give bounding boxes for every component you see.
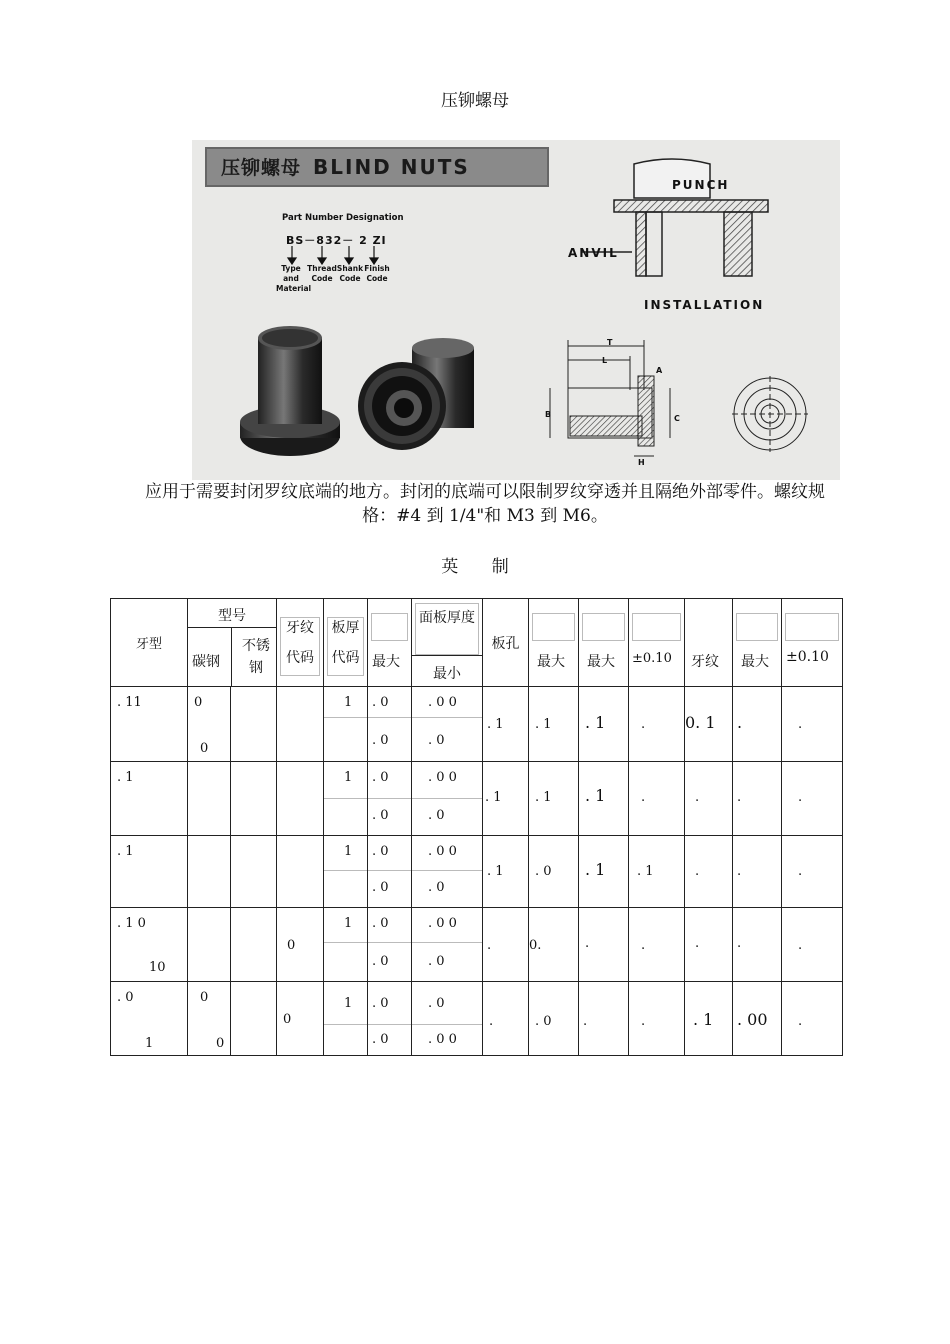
part-number-title: Part Number Designation xyxy=(282,213,404,223)
label-type-material: Type and Material xyxy=(276,264,312,293)
anvil-label: ANVIL xyxy=(568,246,619,260)
dimension-drawing xyxy=(542,332,840,480)
header-panel-thickness: 面板厚度 最小 xyxy=(412,599,483,687)
header-hole: 板孔 xyxy=(483,599,529,687)
label-thread-code: Thread Code xyxy=(307,264,337,283)
dim-t-label: T xyxy=(607,338,613,347)
header-stainless: 不锈钢 xyxy=(242,638,270,676)
label-finish-code: Finish Code xyxy=(364,264,390,283)
dim-c-label: C xyxy=(674,414,680,423)
table-row: . 1 1 . 0 . 0 . 0 0 . 0 . 1 . 1 . 1 . . . . xyxy=(111,762,843,836)
catalog-banner xyxy=(205,147,549,187)
header-min: 最小 xyxy=(433,666,461,682)
table-row: . 1 0 10 0 1 . 0 . 0 . 0 0 . 0 . 0. . . . . . xyxy=(111,908,843,982)
document-title: 压铆螺母 xyxy=(441,91,509,111)
table-header-row xyxy=(111,599,843,687)
table-row: . 0 1 0 0 0 1 . 0 . 0 . 0 . 0 0 . . 0 . . . 1 . 00 . xyxy=(111,982,843,1056)
header-tol-1: ±0.10 xyxy=(629,599,685,687)
nut-photos xyxy=(232,318,492,468)
banner-cn-text: 压铆螺母 xyxy=(221,157,302,179)
header-max-1: 最大 xyxy=(368,599,412,687)
table-row: . 11 0 0 1 . 0 . 0 . 0 0 . 0 . 1 . 1 . 1 . 0. 1 . . xyxy=(111,687,843,762)
description xyxy=(100,480,870,528)
header-thread: 牙纹 xyxy=(685,599,733,687)
header-model: 型号 碳钢 不锈钢 xyxy=(188,599,277,687)
description-line-2: 格：#4 到 1/4"和 M3 到 M6。 xyxy=(362,506,608,526)
header-thread-code: 牙纹代码 xyxy=(277,599,324,687)
header-max-2: 最大 xyxy=(529,599,579,687)
header-carbon-steel: 碳钢 xyxy=(192,654,220,670)
designation-arrows xyxy=(280,244,390,266)
dim-l-label: L xyxy=(602,356,608,365)
punch-label: PUNCH xyxy=(672,178,730,192)
installation-diagram xyxy=(552,150,832,310)
dim-h-label: H xyxy=(638,458,645,467)
section-title: 英 制 xyxy=(441,557,523,577)
header-max-3: 最大 xyxy=(579,599,629,687)
header-max-4: 最大 xyxy=(733,599,782,687)
description-line-1: 应用于需要封闭罗纹底端的地方。封闭的底端可以限制罗纹穿透并且隔绝外部零件。螺纹规 xyxy=(145,482,825,502)
banner-en-text: BLIND NUTS xyxy=(313,155,470,179)
table-row: . 1 1 . 0 . 0 . 0 0 . 0 . 1 . 0 . 1 . 1 . . . xyxy=(111,836,843,908)
installation-label: INSTALLATION xyxy=(644,298,765,312)
label-shank-code: Shank Code xyxy=(336,264,364,283)
header-tol-2: ±0.10 xyxy=(782,599,843,687)
header-thread-type: 牙型 xyxy=(111,599,188,687)
dim-a-label: A xyxy=(656,366,663,375)
blind-nuts-catalog-image xyxy=(192,140,840,480)
spec-table xyxy=(110,598,843,1056)
part-number-code: BS－832－ 2 ZI xyxy=(286,234,387,247)
dim-b-label: B xyxy=(545,410,552,419)
header-plate-code: 板厚代码 xyxy=(324,599,368,687)
